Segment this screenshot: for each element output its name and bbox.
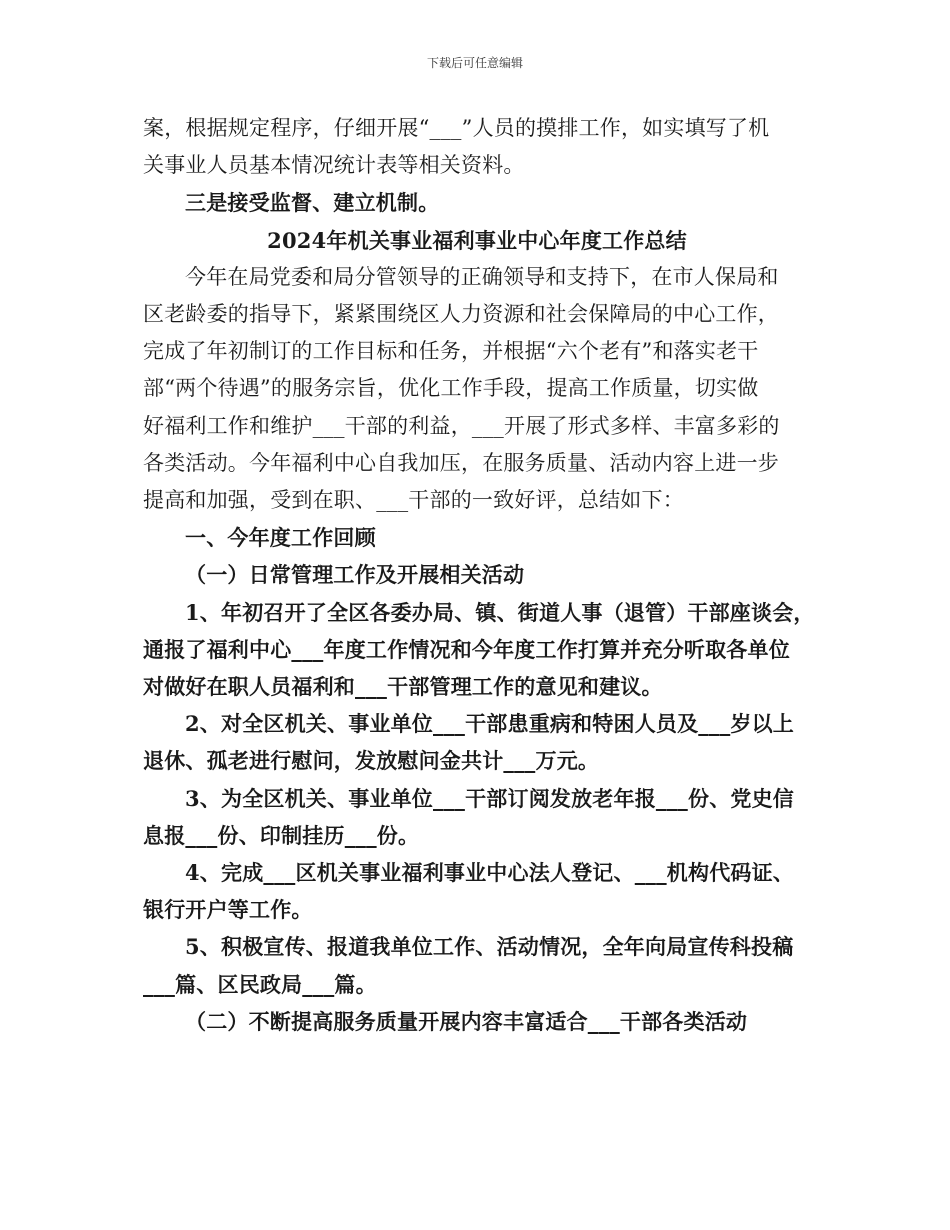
paragraph-line: 息报___份、印制挂历___份。 xyxy=(143,822,420,848)
paragraph-line: 今年在局党委和局分管领导的正确领导和支持下，在市人保局和 xyxy=(185,264,779,289)
paragraph-line: 好福利工作和维护___干部的利益，___开展了形式多样、丰富多彩的 xyxy=(143,413,780,438)
paragraph-line: 1、年初召开了全区各委办局、镇、街道人事（退管）干部座谈会， xyxy=(185,599,815,625)
paragraph-line: 完成了年初制订的工作目标和任务，并根据“六个老有”和落实老干 xyxy=(143,339,759,364)
paragraph-line: 关事业人员基本情况统计表等相关资料。 xyxy=(143,153,525,178)
subsection-heading: （一）日常管理工作及开展相关活动 xyxy=(185,562,525,588)
section-heading: 三是接受监督、建立机制。 xyxy=(185,190,440,216)
page-header-note: 下载后可任意编辑 xyxy=(426,56,523,70)
paragraph-line: 通报了福利中心___年度工作情况和今年度工作打算并充分听取各单位 xyxy=(143,636,790,662)
paragraph-line: 银行开户等工作。 xyxy=(143,897,313,923)
paragraph-line: 各类活动。今年福利中心自我加压，在服务质量、活动内容上进一步 xyxy=(143,450,779,475)
paragraph-line: 案，根据规定程序，仔细开展“___”人员的摸排工作，如实填写了机 xyxy=(143,116,770,140)
paragraph-line: 区老龄委的指导下，紧紧围绕区人力资源和社会保障局的中心工作， xyxy=(143,302,779,327)
paragraph-line: ___篇、区民政局___篇。 xyxy=(143,971,377,997)
paragraph-line: 5、积极宣传、报道我单位工作、活动情况，全年向局宣传科投稿 xyxy=(185,934,794,960)
paragraph-line: 对做好在职人员福利和___干部管理工作的意见和建议。 xyxy=(143,674,663,700)
document-body xyxy=(143,110,815,1040)
document-title: 2024年机关事业福利事业中心年度工作总结 xyxy=(267,227,687,253)
paragraph-line: 3、为全区机关、事业单位___干部订阅发放老年报___份、党史信 xyxy=(185,785,795,811)
paragraph-line: 2、对全区机关、事业单位___干部患重病和特困人员及___岁以上 xyxy=(185,711,795,737)
paragraph-line: 退休、孤老进行慰问，发放慰问金共计___万元。 xyxy=(143,748,600,774)
paragraph-line: 4、完成___区机关事业福利事业中心法人登记、___机构代码证、 xyxy=(185,860,795,886)
section-heading: 一、今年度工作回顾 xyxy=(185,525,376,551)
paragraph-line: 提高和加强，受到在职、___干部的一致好评，总结如下： xyxy=(143,488,684,513)
paragraph-line: 部“两个待遇”的服务宗旨，优化工作手段，提高工作质量，切实做 xyxy=(143,376,759,401)
subsection-heading: （二）不断提高服务质量开展内容丰富适合___干部各类活动 xyxy=(185,1008,748,1034)
